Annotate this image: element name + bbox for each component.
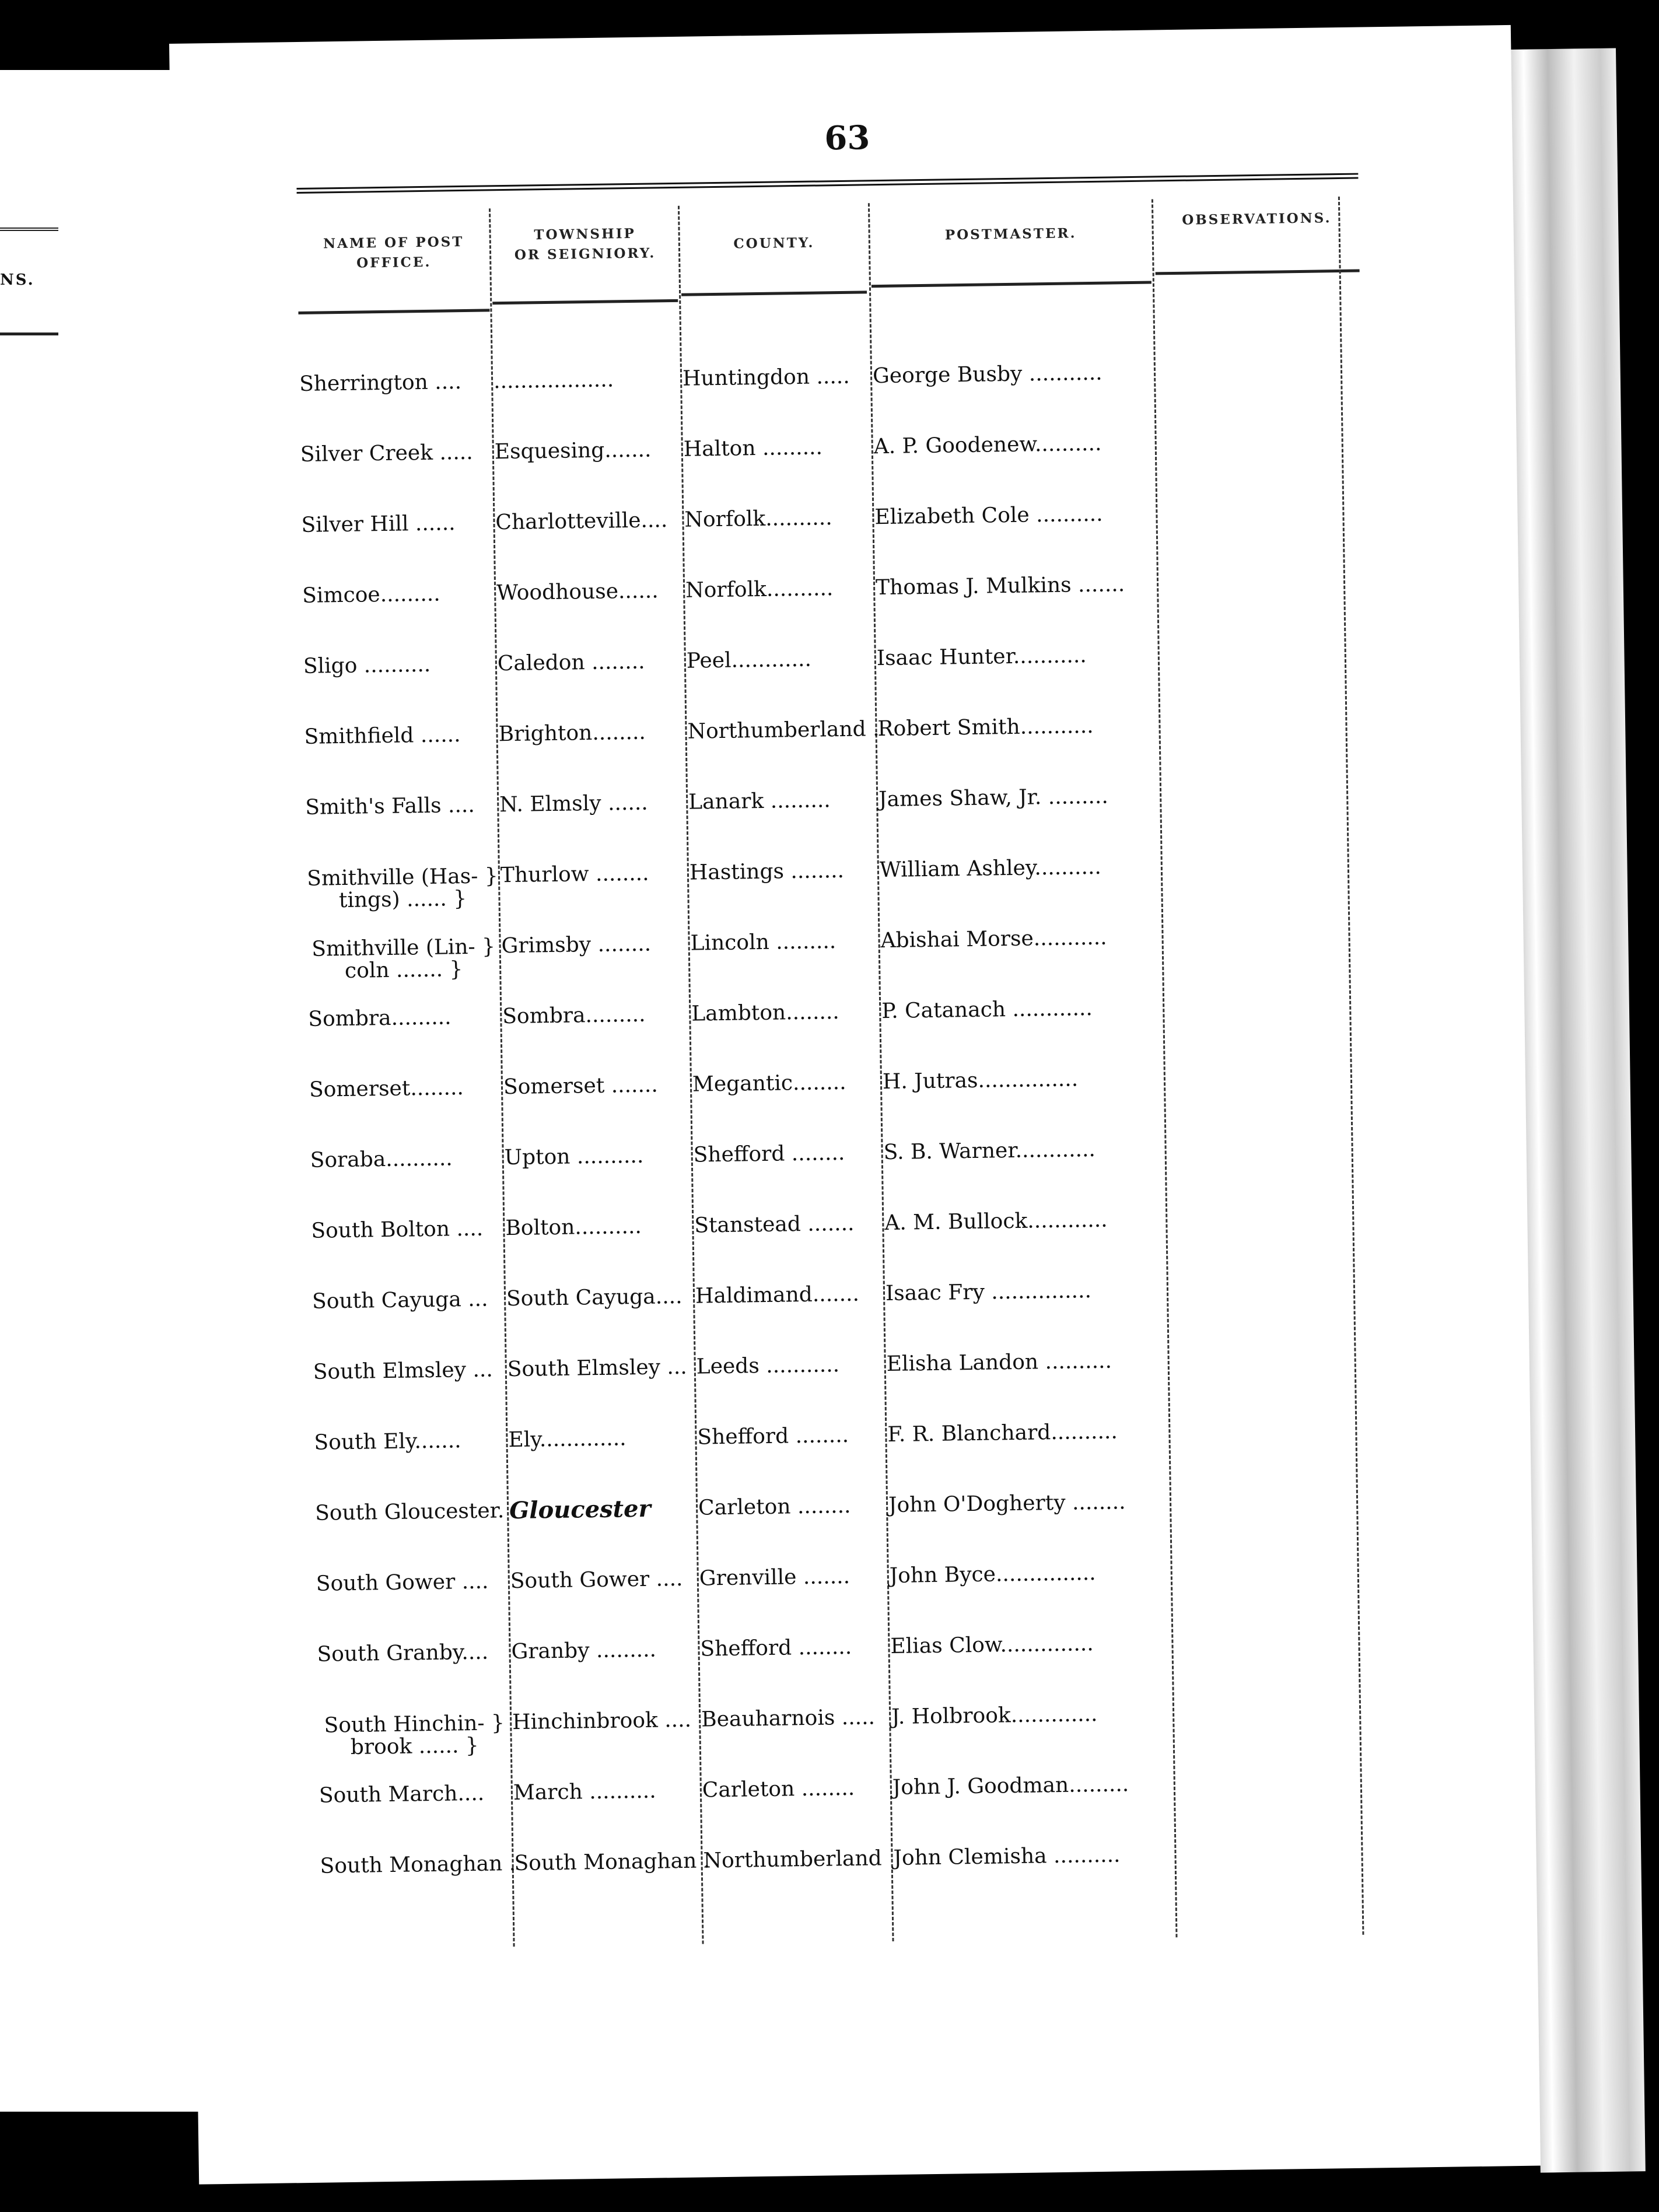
- county-value: Shefford ........: [700, 1634, 852, 1661]
- table-row: [191, 1626, 1417, 1702]
- post-office-name-line: South Cayuga ...: [312, 1287, 488, 1314]
- header-postmaster: [870, 223, 1150, 247]
- post-office-name-line: South Gower ....: [316, 1569, 489, 1596]
- header-underline: [1156, 270, 1360, 275]
- post-office-name-line: South Granby....: [317, 1640, 489, 1667]
- table-row: [192, 1697, 1418, 1772]
- post-office-name: [299, 369, 492, 430]
- post-office-name-line: South Hinchin- }: [324, 1711, 505, 1738]
- county-value: Beauharnois .....: [701, 1705, 876, 1732]
- table-row: [174, 356, 1399, 432]
- township-line: Charlotteville....: [495, 508, 668, 535]
- handwritten-township: Gloucester: [509, 1494, 651, 1525]
- township-value: [501, 860, 688, 921]
- township-value: [498, 649, 685, 709]
- township-value: [495, 437, 682, 498]
- postmaster-value: William Ashley..........: [879, 855, 1102, 883]
- table-row: [190, 1485, 1415, 1560]
- postmaster-value: John O'Dogherty ........: [888, 1490, 1126, 1518]
- county-value: Stanstead .......: [694, 1211, 855, 1238]
- post-office-name-line: Smithville (Has- }: [306, 864, 498, 891]
- header-underline: [681, 290, 867, 296]
- post-office-name-line: Simcoe.........: [302, 582, 440, 608]
- township-line: March ..........: [513, 1779, 656, 1805]
- postmaster-value: F. R. Blanchard..........: [887, 1419, 1118, 1447]
- township-line: Upton ..........: [504, 1143, 644, 1170]
- township-value: [514, 1849, 710, 1909]
- township-line: Ely.............: [508, 1426, 626, 1452]
- header-post-office: [298, 232, 491, 274]
- table-row: [183, 992, 1408, 1067]
- post-office-name-line: South March....: [318, 1781, 485, 1808]
- postmaster-value: James Shaw, Jr. .........: [878, 784, 1109, 812]
- header-line: POSTMASTER.: [944, 225, 1077, 243]
- post-office-name: [300, 439, 494, 501]
- table-row: [180, 780, 1405, 855]
- township-line: Brighton........: [498, 720, 646, 747]
- post-office-name: [315, 1498, 508, 1559]
- post-office-name-line: South Ely.......: [314, 1429, 461, 1455]
- postmaster-value: John Clemisha ..........: [893, 1843, 1121, 1870]
- county-value: Carleton ........: [702, 1776, 855, 1803]
- township-line: Caledon ........: [497, 649, 645, 676]
- table-row: [186, 1203, 1411, 1278]
- post-office-name: [304, 722, 497, 783]
- county-value: Huntingdon .....: [682, 364, 850, 391]
- postmaster-value: Isaac Hunter...........: [876, 643, 1087, 671]
- post-office-name-line: Sherrington ....: [299, 370, 462, 396]
- left-page-header-fragment: NS.: [0, 271, 35, 289]
- post-office-name: [301, 510, 494, 571]
- township-line: ..................: [493, 368, 614, 394]
- postmaster-value: S. B. Warner............: [883, 1138, 1096, 1165]
- post-office-name: [320, 1851, 516, 1912]
- table-row: [194, 1838, 1420, 1913]
- township-line: Bolton..........: [505, 1214, 642, 1241]
- header-line: NAME OF POST: [323, 233, 464, 252]
- postmaster-value: Elisha Landon ..........: [886, 1349, 1112, 1377]
- county-value: Norfolk..........: [685, 576, 834, 603]
- county-value: Halton .........: [683, 435, 823, 461]
- township-value: [501, 931, 688, 992]
- postmaster-value: Elizabeth Cole ..........: [874, 502, 1103, 530]
- header-line: OBSERVATIONS.: [1182, 210, 1332, 228]
- county-value: Haldimand.......: [695, 1282, 860, 1308]
- township-value: [499, 790, 687, 850]
- township-value: [505, 1213, 692, 1274]
- post-office-name: [313, 1357, 506, 1418]
- table-row: [191, 1556, 1416, 1631]
- county-value: Megantic........: [692, 1070, 846, 1097]
- top-double-rule: [296, 173, 1358, 194]
- township-line: South Cayuga....: [506, 1284, 682, 1311]
- post-office-name: [307, 936, 500, 997]
- header-county: [681, 232, 867, 254]
- township-line: Grimsby ........: [501, 932, 652, 958]
- table-row: [194, 1768, 1419, 1843]
- county-value: Lambton........: [691, 1000, 840, 1026]
- township-line: Somerset .......: [503, 1073, 659, 1100]
- post-office-name: [308, 1004, 501, 1065]
- post-office-name: [310, 1145, 503, 1206]
- township-value: [503, 1072, 691, 1133]
- header-line: COUNTY.: [733, 235, 815, 252]
- post-office-name-line: Soraba..........: [310, 1146, 453, 1172]
- post-office-name: [317, 1639, 510, 1700]
- post-office-name-line: coln ....... }: [344, 957, 463, 983]
- table-row: [181, 921, 1407, 996]
- township-value: [509, 1496, 696, 1556]
- post-office-name-line: Sombra.........: [308, 1005, 452, 1031]
- table-row: [188, 1415, 1414, 1490]
- postmaster-value: George Busby ...........: [872, 360, 1102, 388]
- township-line: Hinchinbrook ....: [512, 1707, 692, 1735]
- post-office-name-line: South Gloucester.: [314, 1499, 505, 1525]
- township-value: [508, 1425, 695, 1486]
- header-underline: [492, 299, 678, 304]
- header-observations: [1154, 208, 1359, 231]
- page-number: 63: [824, 118, 870, 158]
- post-office-name: [305, 792, 498, 853]
- county-value: Hastings ........: [689, 858, 845, 885]
- table-row: [177, 568, 1402, 643]
- township-value: [507, 1354, 694, 1415]
- post-office-name: [311, 1216, 504, 1277]
- township-line: N. Elmsly ......: [499, 790, 648, 817]
- table-row: [188, 1344, 1413, 1419]
- township-value: [511, 1637, 698, 1698]
- county-value: Lincoln .........: [690, 929, 836, 956]
- county-value: Carleton ........: [698, 1493, 851, 1520]
- township-value: [498, 719, 685, 780]
- post-office-name-line: Somerset........: [309, 1076, 464, 1102]
- township-line: Esquesing.......: [494, 438, 652, 464]
- post-office-name-line: Silver Hill ......: [301, 511, 456, 537]
- header-line: TOWNSHIP: [534, 225, 636, 243]
- ledger-page: [169, 25, 1541, 2185]
- county-value: Leeds ...........: [696, 1353, 840, 1379]
- post-office-name-line: brook ...... }: [350, 1733, 480, 1759]
- township-line: South Monaghan .: [514, 1849, 710, 1876]
- county-value: Grenville .......: [699, 1564, 850, 1591]
- postmaster-value: John Byce...............: [889, 1561, 1096, 1588]
- county-value: Norfolk..........: [684, 506, 832, 532]
- postmaster-value: Abishai Morse...........: [880, 925, 1107, 953]
- township-line: South Elmsley ...: [507, 1354, 687, 1382]
- post-office-name: [309, 1074, 502, 1136]
- post-office-name: [319, 1780, 512, 1842]
- township-line: South Gower ....: [510, 1566, 683, 1594]
- postmaster-value: H. Jutras...............: [882, 1067, 1079, 1094]
- township-value: [494, 366, 681, 427]
- post-office-name-line: South Bolton ....: [311, 1216, 484, 1243]
- post-office-name-line: Smithfield ......: [304, 723, 461, 749]
- header-township: [491, 223, 678, 265]
- township-value: [495, 508, 682, 568]
- post-office-name: [314, 1427, 507, 1489]
- postmaster-value: A. P. Goodenew..........: [873, 431, 1102, 459]
- post-office-name: [306, 865, 499, 926]
- county-value: Shefford ........: [697, 1423, 849, 1450]
- header-line: OR SEIGNIORY.: [514, 245, 656, 263]
- post-office-name: [318, 1712, 511, 1773]
- post-office-name: [302, 580, 495, 642]
- post-office-name-line: South Elmsley ...: [313, 1357, 494, 1384]
- header-line: OFFICE.: [356, 254, 432, 271]
- township-value: [506, 1284, 694, 1345]
- post-office-name: [303, 651, 496, 712]
- township-value: [513, 1778, 701, 1839]
- township-value: [496, 578, 684, 639]
- postmaster-value: P. Catanach ............: [881, 996, 1093, 1024]
- header-underline: [872, 281, 1152, 288]
- post-office-name: [312, 1286, 505, 1348]
- post-office-name-line: Silver Creek .....: [300, 440, 473, 467]
- post-office-name-line: Smithville (Lin- }: [312, 935, 496, 961]
- postmaster-value: Robert Smith...........: [877, 713, 1094, 741]
- table-row: [178, 639, 1404, 714]
- county-value: Northumberland .: [687, 717, 880, 744]
- county-value: Northumberland: [703, 1846, 882, 1873]
- post-office-name-line: Sligo ..........: [303, 652, 431, 678]
- county-value: Shefford ........: [693, 1141, 845, 1167]
- left-page-rule: [0, 228, 58, 231]
- post-office-name-line: South Monaghan .: [320, 1852, 516, 1878]
- postmaster-value: Isaac Fry ...............: [885, 1279, 1092, 1306]
- postmaster-value: Elias Clow..............: [890, 1632, 1094, 1659]
- table-row: [178, 709, 1404, 785]
- township-line: Woodhouse......: [496, 579, 659, 606]
- postmaster-value: John J. Goodman.........: [892, 1772, 1129, 1800]
- table-row: [184, 1062, 1409, 1138]
- post-office-name: [316, 1569, 509, 1630]
- postmaster-value: J. Holbrook.............: [891, 1702, 1098, 1729]
- table-row: [176, 498, 1401, 573]
- post-office-name-line: Smith's Falls ....: [305, 793, 475, 820]
- postmaster-value: Thomas J. Mulkins .......: [875, 572, 1125, 600]
- township-line: Sombra.........: [502, 1002, 646, 1029]
- township-value: [504, 1143, 691, 1203]
- table-row: [175, 427, 1401, 502]
- table-row: [181, 850, 1406, 926]
- left-page-rule: [0, 332, 58, 335]
- county-value: Peel............: [686, 647, 812, 673]
- township-value: [502, 1002, 690, 1062]
- postmaster-value: A. M. Bullock............: [884, 1208, 1108, 1236]
- township-line: Granby .........: [511, 1637, 657, 1664]
- county-value: Lanark .........: [688, 788, 831, 814]
- post-office-name-line: tings) ...... }: [338, 887, 467, 913]
- township-value: [512, 1707, 699, 1768]
- table-row: [187, 1273, 1412, 1349]
- header-underline: [298, 309, 489, 314]
- township-line: Thurlow ........: [500, 861, 649, 888]
- table-row: [184, 1132, 1410, 1208]
- township-value: [510, 1566, 698, 1627]
